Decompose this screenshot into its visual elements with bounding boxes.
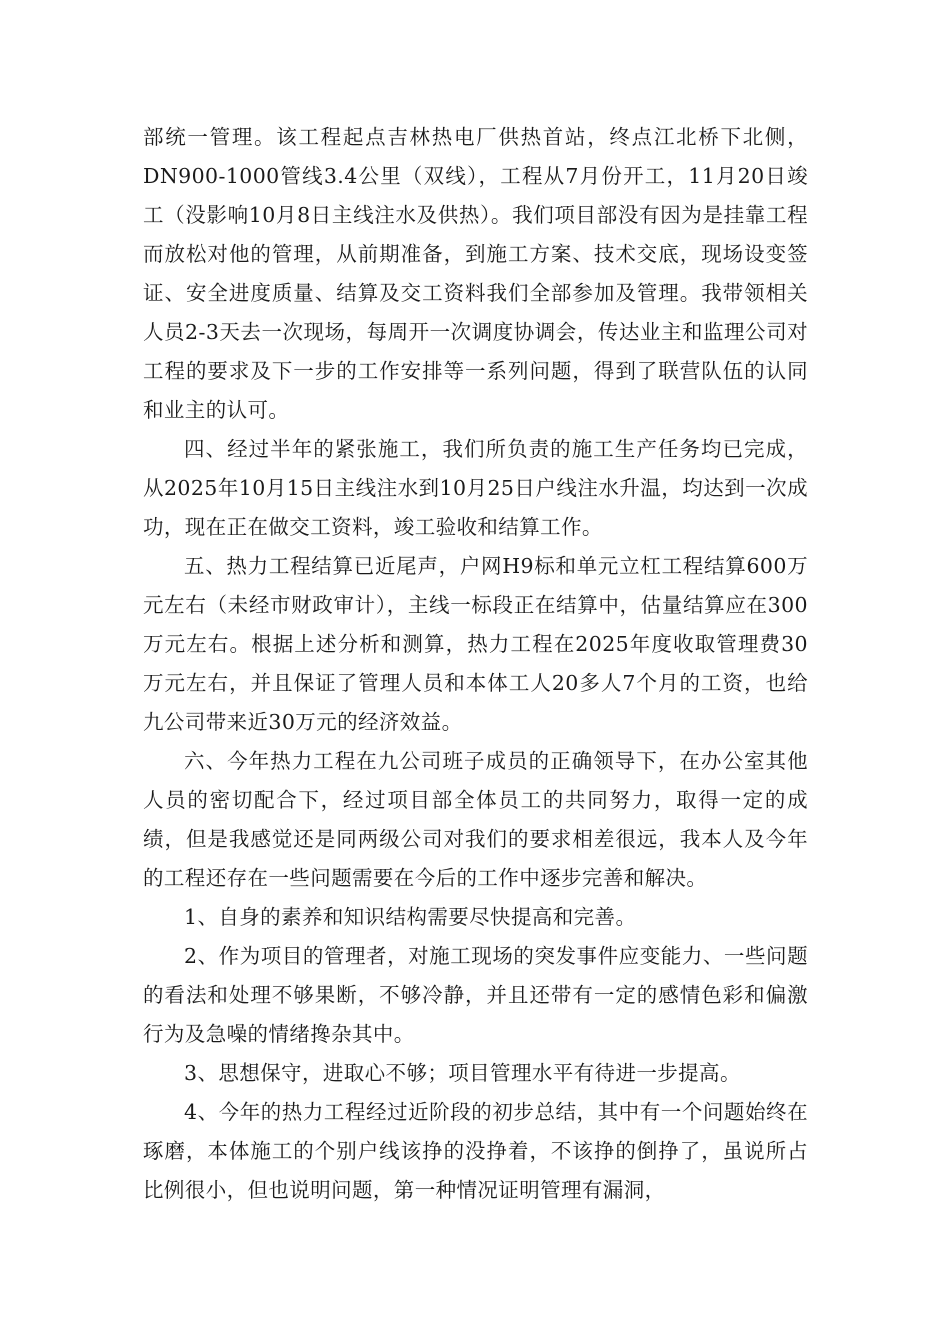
paragraph-continuation: 部统一管理。该工程起点吉林热电厂供热首站，终点江北桥下北侧，DN900-1000管线3.4公里（双线），工程从7月份开工，11月20日竣工（没影响10月8日主线注水及供热）。我们项目部没有因为是挂靠工程而放松对他的管理，从前期准备，到施工方案、技术交底，现场设变签证、安全进度质量、结算及交工资料我们全部参加及管理。我带领相关人员2-3天去一次现场，每周开一次调度协调会，传达业主和监理公司对工程的要求及下一步的工作安排等一系列问题，得到了联营队伍的认同和业主的认可。 — [143, 125, 808, 422]
paragraph-section-six: 六、今年热力工程在九公司班子成员的正确领导下，在办公室其他人员的密切配合下，经过项目部全体员工的共同努力，取得一定的成绩，但是我感觉还是同两级公司对我们的要求相差很远，我本人及今年的工程还存在一些问题需要在今后的工作中逐步完善和解决。 — [143, 749, 808, 890]
list-item-3: 3、思想保守，进取心不够；项目管理水平有待进一步提高。 — [184, 1061, 741, 1085]
list-item-2: 2、作为项目的管理者，对施工现场的突发事件应变能力、一些问题的看法和处理不够果断，不够冷静，并且还带有一定的感情色彩和偏激行为及急噪的情绪搀杂其中。 — [143, 944, 808, 1046]
list-item-1: 1、自身的素养和知识结构需要尽快提高和完善。 — [184, 905, 637, 929]
paragraph-section-four: 四、经过半年的紧张施工，我们所负责的施工生产任务均已完成，从2025年10月15日主线注水到10月25日户线注水升温，均达到一次成功，现在正在做交工资料，竣工验收和结算工作。 — [143, 437, 808, 539]
document-body — [143, 118, 808, 1210]
paragraph-section-five: 五、热力工程结算已近尾声，户网H9标和单元立杠工程结算600万元左右（未经市财政审计），主线一标段正在结算中，估量结算应在300万元左右。根据上述分析和测算，热力工程在2025年度收取管理费30万元左右，并且保证了管理人员和本体工人20多人7个月的工资，也给九公司带来近30万元的经济效益。 — [143, 554, 808, 734]
list-item-4: 4、今年的热力工程经过近阶段的初步总结，其中有一个问题始终在琢磨，本体施工的个别户线该挣的没挣着，不该挣的倒挣了，虽说所占比例很小，但也说明问题，第一种情况证明管理有漏洞， — [143, 1100, 808, 1202]
